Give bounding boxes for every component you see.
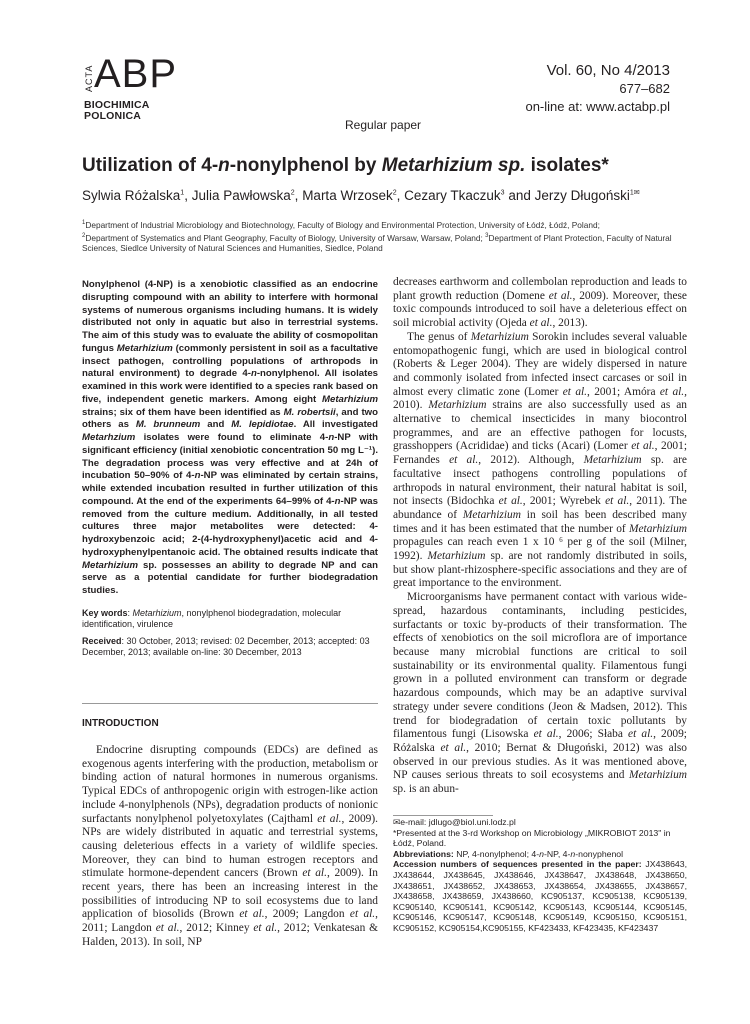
body-paragraph: decreases earthworm and collembolan reproduction and leads to plant growth reduction (Domene et al., 2009). Moreover, these toxic compounds introduced to soil have a deleterious effect on soil microbial activity (Ojeda et al., 2013). [393, 276, 687, 330]
logo-biochimica-text: BIOCHIMICA [84, 99, 150, 111]
author-name: Jerzy Długoński [534, 188, 630, 203]
journal-online: on-line at: www.actabp.pl [525, 99, 670, 114]
journal-info [525, 62, 670, 116]
author-sep: and [504, 188, 535, 203]
title-part: -nonylphenol by [229, 155, 382, 176]
author-sep: , [184, 188, 192, 203]
author-affil-mark: 2 [392, 189, 397, 197]
affil-mark: 1 [82, 220, 86, 226]
logo-abp-text: ABP [94, 52, 178, 96]
received-label: Received [82, 635, 122, 646]
paper-type: Regular paper [345, 118, 422, 132]
body-paragraph: The genus of Metarhizium Sorokin includes several valuable entomopathogenic fungi, which are used in biological control (Roberts & Leger 2004). They are widely dispersed in nature and commonly isolated from infected insect carcases or soil in almost every climatic zone (Lomer et al., 2001; Amóra et al., 2010). Metarhizium strains are also successfully used as an alternative to chemical insecticides in many biocontrol programmes, and are an effective pathogen for locusts, grasshoppers (Acrididae) and ticks (Acari) (Lomer et al., 2001; Fernandes et al., 2012). Although, Metarhizium sp. are facultative insect pathogens controlling populations of arthropods in natural environment, their natural habitat is soil, not insects (Bidochka et al., 2001; Wyrebek et al., 2011). The abundance of Metarhizium in soil has been described many times and it has been estimated that the number of Metarhizium propagules can reach even 1 x 10 ⁶ per g of the soil (Milner, 1992). Metarhizium sp. are not randomly distributed in soils, but show plant-rhizosphere-specific associations and they are of great importance to the environment. [393, 330, 688, 590]
author-affil-mark: 1 [180, 189, 185, 197]
affil-mark: 2 [82, 232, 86, 239]
author-name: Marta Wrzosek [302, 188, 393, 203]
presented-footnote: *Presented at the 3-rd Workshop on Microbiology „MIKROBIOT 2013" in Łódź, Poland. [393, 827, 671, 849]
title-part-italic: n [218, 155, 230, 176]
journal-volume: Vol. 60, No 4/2013 [546, 62, 670, 79]
author-name: Cezary Tkaczuk [404, 188, 501, 203]
journal-logo [82, 52, 178, 130]
journal-pages: 677–682 [619, 81, 670, 96]
abstract: Nonylphenol (4-NP) is a xenobiotic classified as an endocrine disrupting compound with an ability to interfere with hormonal systems of numerous organisms including humans. It is widely distributed not only in aquatic but also in terrestrial systems. The aim of this study was to evaluate the ability of cosmopolitan fungus Metarhizium (commonly persistent in soil as a facultative insect pathogen, controlling populations of arthropods in natural environment) to degrade 4-n-nonylphenol. All isolates examined in this work were identified to a species rank based on five, independent genetic markers. Among eight Metarhizium strains; six of them have been identified as M. robertsii, and two others as M. brunneum and M. lepidiotae. All investigated Metarhzium isolates were found to eliminate 4-n-NP with significant efficiency (initial xenobiotic concentration 50 mg L⁻¹). The degradation process was very effective and at 24h of incubation 50–90% of 4-n-NP was eliminated by certain strains, while extended incubation resulted in further utilization of this compound. At the end of the experiments 64–99% of 4-n-NP was removed from the culture medium. Additionally, in all tested cultures three major metabolites were detected: 4-hydroxybenzoic acid; 2-(4-hydroxyphenyl)acetic acid and 4-hydroxyphenylpentanoic acid. The obtained results indicate that Metarhizium sp. possesses an ability to degrade NP and can serve as a potential candidate for further biodegradation studies. [82, 279, 379, 596]
affil-mark: 3 [485, 232, 489, 239]
title-part-italic: Metarhizium sp. [381, 155, 526, 176]
section-divider [82, 703, 378, 704]
keywords-label: Key words [82, 607, 128, 618]
footnotes [393, 817, 687, 934]
author-sep: , [396, 188, 405, 203]
introduction-paragraph: Endocrine disrupting compounds (EDCs) are defined as exogenous agents interfering with the production, metabolism or binding action of natural hormones in numerous organisms. Typical EDCs of anthropogenic origin with estrogen-like action include 4-nonylphenols (NPs), degradation products of nonionic surfactants nonylphenol polyetoxylates (Cajthaml et al., 2009). NPs are widely distributed in aquatic and terrestrial systems, causing deleterious effects in a variety of wildlife species. Moreover, they can bind to human estrogen receptors and stimulate hormone-dependent cancers (Brown et al., 2009). In recent years, there has been an increasing interest in the possibilities of introducing NP to soil ecosystems due to land application of biosolids (Brown et al., 2009; Langdon et al., 2011; Langdon et al., 2012; Kinney et al., 2012; Venkatesan & Halden, 2013). In soil, NP [82, 744, 379, 948]
author-affil-mark: 3 [500, 189, 505, 197]
footnote-divider [393, 815, 493, 816]
affiliations [82, 218, 682, 254]
keywords: Key words: Metarhizium, nonylphenol biodegradation, molecular identification, virulence [82, 607, 342, 629]
author-sep: , [294, 188, 303, 203]
author-name: Sylwia Różalska [82, 188, 181, 203]
affil-text: Department of Industrial Microbiology and Biotechnology, Faculty of Biology and Environmental Protection, University of Łódź, Łódź, Poland; [85, 219, 600, 230]
logo-acta-text: ACTA [84, 64, 94, 92]
logo-polonica-text: POLONICA [84, 110, 142, 122]
email-footnote: ✉e-mail: jdlugo@biol.uni.lodz.pl [393, 817, 516, 827]
title-part: Utilization of 4- [82, 155, 219, 176]
introduction-heading: INTRODUCTION [82, 718, 159, 729]
affil-text: Department of Systematics and Plant Geography, Faculty of Biology, University of Warsaw, Warsaw, Poland; [85, 232, 486, 243]
authors [82, 188, 640, 203]
author-name: Julia Pawłowska [191, 188, 291, 203]
author-affil-mark: 1✉ [629, 189, 640, 197]
received-dates: Received: 30 October, 2013; revised: 02 December, 2013; accepted: 03 December, 2013; available on-line: 30 December, 2013 [82, 635, 370, 657]
right-column [393, 276, 687, 797]
abbreviations-footnote: Abbreviations: NP, 4-nonylphenol; 4-n-NP, 4-n-nonyphenol [393, 848, 624, 859]
body-paragraph: Microorganisms have permanent contact with various wide-spread, hazardous contaminants, including pesticides, surfactants or toxic by-products of their transformation. The effects of xenobiotics on the soil microflora are of importance because many microbial functions are critical to soil sustainability or its environmental quality. Filamentous fungi grown in a polluted environment can transform or degrade hazardous compounds, which may be an adaptive survival strategy under severe conditions (Jeon & Madsen, 2012). This trend for biodegradation of certain toxic pollutants by filamentous fungi (Lisowska et al., 2006; Słaba et al., 2009; Różalska et al., 2010; Bernat & Długoński, 2012) was also observed in our previous studies. As it was mentioned above, NP causes serious threats to soil ecosystems and Metarhizium sp. is an abun- [393, 591, 687, 796]
accession-footnote: Accession numbers of sequences presented in the paper: JX438643, JX438644, JX438645, JX438646, JX438647, JX438648, JX438650, JX438651, JX438652, JX438653, JX438654, JX438655, JX438657, JX438658, JX438659, JX438660, KC905137, KC905138, KC905139, KC905140, KC905141, KC905142, KC905143, KC905144, KC905145, KC905146, KC905147, KC905148, KC905149, KC905150, KC905151, KC905152, KC905154,KC905155, KF423433, KF423435, KF423437 [393, 859, 687, 933]
title-part: isolates* [525, 155, 609, 176]
affil-text: Department of Plant Protection, Faculty of Natural Sciences, Siedlce University of Natural Sciences and Humanities, Siedlce, Poland [82, 232, 672, 254]
paper-title [82, 155, 609, 177]
left-column [82, 279, 378, 658]
author-affil-mark: 2 [290, 189, 295, 197]
